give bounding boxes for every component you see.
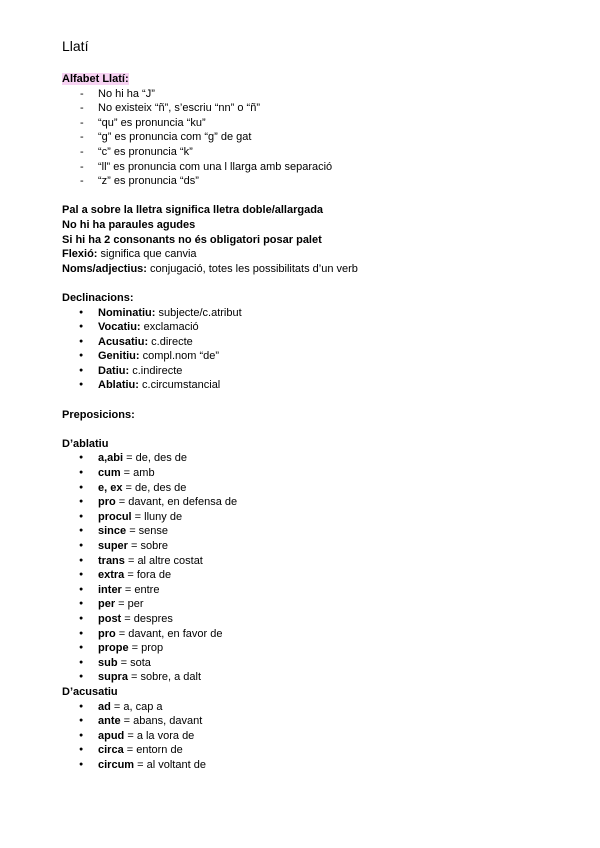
term: procul bbox=[98, 510, 132, 523]
list-item bbox=[62, 306, 562, 321]
term: ad bbox=[98, 700, 111, 713]
acusatiu-heading: D’acusatiu bbox=[62, 685, 118, 698]
definition: = a, cap a bbox=[110, 700, 163, 713]
list-item bbox=[62, 451, 562, 466]
declinacions-list bbox=[62, 306, 562, 394]
list-item bbox=[62, 597, 562, 612]
term: pro bbox=[98, 496, 116, 509]
definition: = fora de bbox=[124, 569, 172, 582]
list-item bbox=[62, 510, 562, 525]
list-item bbox=[62, 729, 562, 744]
definition: = sota bbox=[117, 656, 151, 669]
list-item bbox=[62, 524, 562, 539]
definition: = despres bbox=[121, 612, 173, 625]
term: pro bbox=[98, 627, 116, 640]
list-item: - “ll” es pronuncia com una l llarga amb separació bbox=[62, 160, 562, 175]
definition: = abans, davant bbox=[120, 715, 203, 728]
noms-definition: conjugació, totes les possibilitats d’un verb bbox=[146, 262, 358, 275]
definition: = de, des de bbox=[122, 481, 187, 494]
document-title: Llatí bbox=[62, 38, 89, 54]
definition: c.circumstancial bbox=[138, 379, 221, 392]
term: Nominatiu: bbox=[98, 306, 156, 319]
term: Genitiu: bbox=[98, 350, 140, 363]
term: ante bbox=[98, 715, 121, 728]
definition: = sobre bbox=[127, 540, 169, 552]
term: Vocatiu: bbox=[98, 321, 141, 334]
alphabet-heading-line bbox=[62, 72, 562, 87]
definition: = entorn de bbox=[123, 744, 183, 757]
definition: = entre bbox=[121, 583, 160, 596]
ablatiu-list bbox=[62, 451, 562, 685]
term: Datiu: bbox=[98, 364, 130, 377]
preposicions-heading: Preposicions: bbox=[62, 408, 135, 421]
term: apud bbox=[98, 729, 125, 742]
list-item bbox=[62, 335, 562, 350]
list-item: - No existeix “ñ”, s’escriu “nn” o “ñ” bbox=[62, 101, 562, 116]
noms-line bbox=[62, 262, 562, 277]
definition: compl.nom “de” bbox=[139, 350, 220, 363]
declinacions-heading: Declinacions: bbox=[62, 291, 134, 304]
definition: = davant, en favor de bbox=[115, 627, 223, 640]
list-item: - “c” es pronuncia “k” bbox=[62, 145, 562, 160]
definition: = al voltant de bbox=[134, 758, 206, 771]
definition: = sobre, a dalt bbox=[127, 671, 202, 684]
term: sub bbox=[98, 656, 118, 669]
list-item bbox=[62, 378, 562, 393]
list-item bbox=[62, 495, 562, 510]
list-item bbox=[62, 758, 562, 773]
term: Acusatiu: bbox=[98, 335, 149, 348]
list-item bbox=[62, 670, 562, 685]
list-item bbox=[62, 714, 562, 729]
alphabet-heading: Alfabet Llatí: bbox=[62, 73, 129, 85]
flexio-line bbox=[62, 247, 562, 262]
definition: exclamació bbox=[140, 321, 199, 334]
list-item: - “g” es pronuncia com “g” de gat bbox=[62, 130, 562, 145]
list-item bbox=[62, 364, 562, 379]
acusatiu-list bbox=[62, 700, 562, 773]
term: a,abi bbox=[98, 452, 124, 465]
definition: subjecte/c.atribut bbox=[155, 306, 242, 319]
list-item bbox=[62, 349, 562, 364]
list-item bbox=[62, 612, 562, 627]
term: cum bbox=[98, 467, 121, 480]
definition: = de, des de bbox=[123, 452, 187, 465]
term: since bbox=[98, 525, 127, 538]
flexio-term: Flexió: bbox=[62, 248, 98, 261]
term: post bbox=[98, 612, 122, 625]
list-item bbox=[62, 583, 562, 598]
definition: c.directe bbox=[148, 335, 193, 348]
term: super bbox=[98, 540, 128, 552]
definition: c.indirecte bbox=[129, 364, 183, 377]
term: circum bbox=[98, 758, 135, 771]
list-item bbox=[62, 656, 562, 671]
list-item bbox=[62, 466, 562, 481]
noms-term: Noms/adjectius: bbox=[62, 262, 147, 275]
term: trans bbox=[98, 554, 125, 567]
definition: = a la vora de bbox=[124, 729, 195, 742]
rule-line: Si hi ha 2 consonants no és obligatori posar palet bbox=[62, 233, 322, 246]
term: circa bbox=[98, 744, 124, 757]
list-item: - No hi ha “J” bbox=[62, 87, 562, 102]
list-item bbox=[62, 641, 562, 656]
definition: = al altre costat bbox=[124, 554, 203, 567]
ablatiu-heading: D’ablatiu bbox=[62, 437, 109, 450]
rule-line: No hi ha paraules agudes bbox=[62, 218, 196, 231]
term: Ablatiu: bbox=[98, 379, 139, 392]
list-item bbox=[62, 627, 562, 642]
list-item: - “z” es pronuncia “ds” bbox=[62, 174, 562, 189]
term: e, ex bbox=[98, 481, 123, 494]
term: inter bbox=[98, 583, 122, 596]
list-item bbox=[62, 700, 562, 715]
definition: = davant, en defensa de bbox=[115, 496, 238, 509]
definition: = amb bbox=[120, 467, 155, 480]
list-item bbox=[62, 743, 562, 758]
definition: = per bbox=[115, 598, 144, 611]
flexio-definition: significa que canvia bbox=[97, 248, 197, 261]
alphabet-list bbox=[62, 87, 562, 189]
list-item bbox=[62, 320, 562, 335]
list-item bbox=[62, 554, 562, 569]
list-item bbox=[62, 481, 562, 496]
term: supra bbox=[98, 671, 128, 684]
definition: = prop bbox=[128, 642, 164, 655]
term: prope bbox=[98, 642, 129, 655]
definition: = lluny de bbox=[131, 510, 183, 523]
definition: = sense bbox=[126, 525, 169, 538]
list-item bbox=[62, 539, 562, 554]
term: per bbox=[98, 598, 116, 611]
list-item: - “qu” es pronuncia “ku” bbox=[62, 116, 562, 131]
document-page bbox=[62, 36, 562, 773]
list-item bbox=[62, 568, 562, 583]
rule-line: Pal a sobre la lletra significa lletra doble/allargada bbox=[62, 204, 324, 217]
term: extra bbox=[98, 569, 125, 582]
